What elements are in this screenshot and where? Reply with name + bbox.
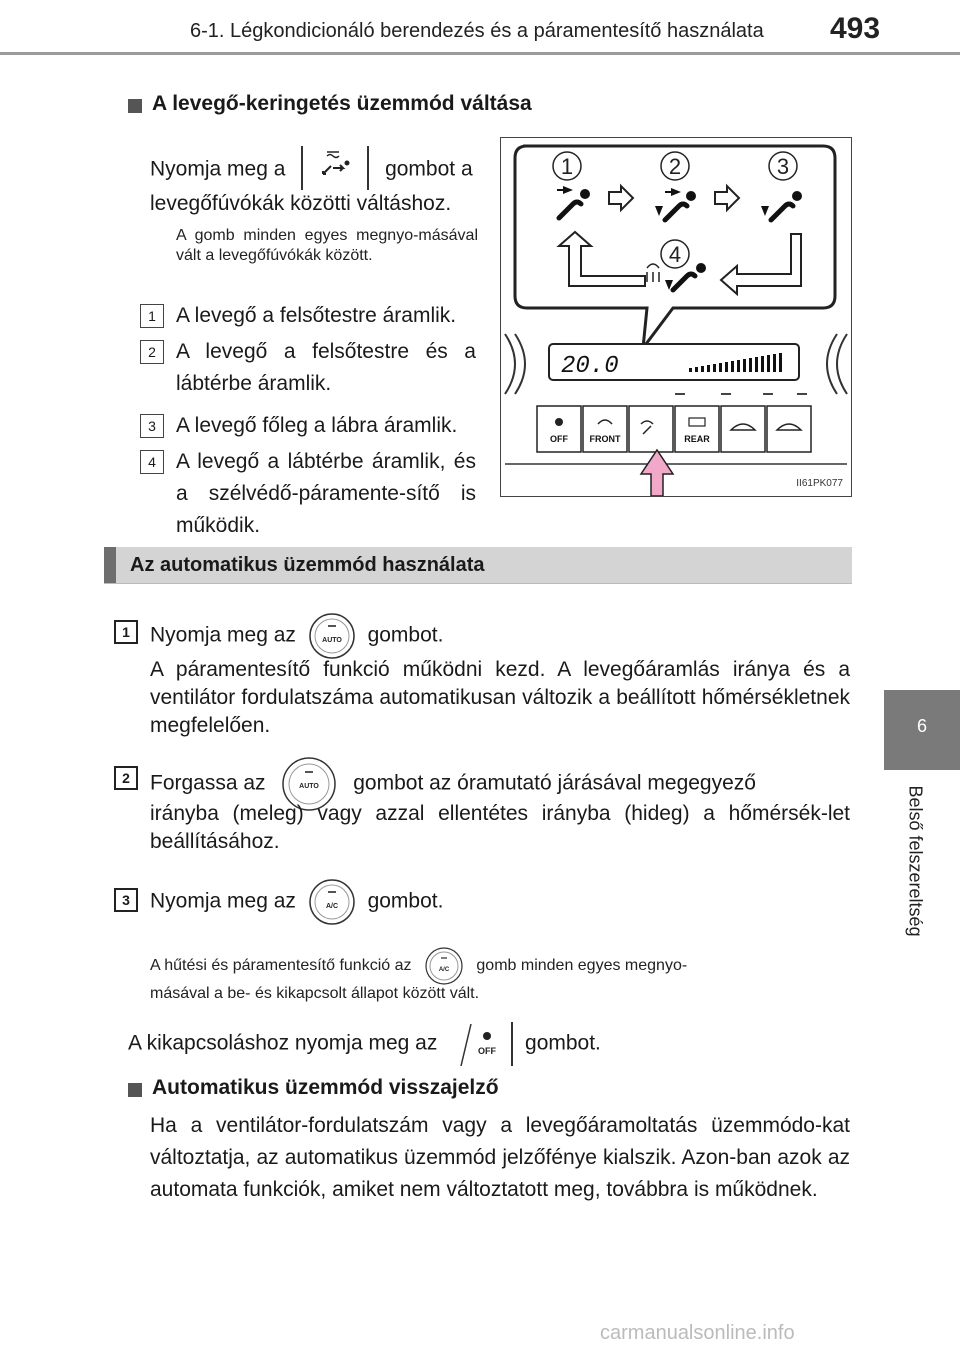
front-defrost-panel-button[interactable] [583,406,627,452]
step3-a: Nyomja meg az [150,889,296,913]
ac-small-icon [424,946,464,986]
front-button-label: FRONT [589,434,621,444]
mode-circle-1: 1 [560,154,574,179]
step1-description: A páramentesítő funkció működni kezd. A levegőáramlás iránya és a ventilátor fordulatszáma automatikusan változik a beállított hőmérsékletnek megfelelően. [150,658,850,737]
chapter-number: 6 [916,716,927,736]
mode-number: 4 [140,450,164,474]
mode-item [140,410,480,446]
page-number: 493 [830,12,881,45]
step2-a: Forgassa az [150,771,266,795]
mode-number: 1 [140,304,164,328]
mode-number: 3 [140,414,164,438]
mode-item [140,446,480,546]
mode-item [140,336,480,410]
section2-rule [104,583,852,584]
step3-line [150,878,850,926]
step3-note-b: gomb minden egyes megnyo- [476,957,688,975]
step3-b: gombot. [367,889,444,913]
step3-note-line2: másával a be- és kikapcsolt állapot között vált. [150,985,480,1002]
mode-item [140,300,480,336]
auto-icon-label: AUTO [321,637,342,644]
rear-defrost-panel-button[interactable] [675,406,719,452]
indicator-text: Ha a ventilátor-fordulatszám vagy a levegőáramoltatás üzemmódo-kat változtatja, az automatikus üzemmód jelzőfénye kialszik. Azon-ban azok az automata funkciók, amiket nem változtatott meg, továbbra is működnek. [150,1114,850,1201]
auto-dial-label: AUTO [299,783,320,790]
chapter-tab [884,690,960,770]
step3-note-line1 [150,946,850,986]
air-outlet-panel-button[interactable] [629,406,673,452]
recirculation-button-icon [301,146,369,190]
auto-button-icon [308,612,356,660]
header-rule [0,52,960,55]
temperature-readout: 20.0 [561,353,619,380]
section2-title: Az automatikus üzemmód használata [130,554,485,576]
recirculate-panel-button[interactable] [767,406,811,452]
mode-circle-2: 2 [668,154,682,179]
line1-b: gombot a [385,157,473,181]
section1-note: A gomb minden egyes megnyo-másával vált a levegőfúvókák között. [176,227,478,264]
section2-title-bar [104,547,852,583]
section1-line1 [150,148,480,192]
climate-panel-illustration [501,138,851,496]
figure-code: II61PK077 [796,478,843,489]
step-badge-1: 1 [114,620,138,644]
step1-a: Nyomja meg az [150,623,296,647]
heading-bullet [128,99,142,113]
press-indicator-arrow-icon [641,450,673,496]
ac-button-icon [308,878,356,926]
chapter-label [870,780,950,980]
header-title: 6-1. Légkondicionáló berendezés és a páramentesítő használata [190,20,764,42]
mode-text: A levegő a felsőtestre és a lábtérbe áramlik. [176,340,476,395]
mode-circle-3: 3 [776,154,790,179]
off-button-icon [449,1022,513,1066]
off-panel-button[interactable] [537,406,581,452]
indicator-bullet [128,1083,142,1097]
ac-small-label: A/C [438,967,450,973]
off-button-label: OFF [550,434,568,444]
mode-text: A levegő a felsőtestre áramlik. [176,304,457,327]
mode-text: A levegő a lábtérbe áramlik, és a szélvédő-páramente-sítő is működik. [176,450,476,537]
section1-heading-text: A levegő-keringetés üzemmód váltása [152,92,532,115]
step3-note-a: A hűtési és páramentesítő funkció az [150,957,412,975]
step1-b: gombot. [367,623,444,647]
climate-panel-figure [500,137,852,497]
fresh-air-panel-button[interactable] [721,406,765,452]
step-badge-2: 2 [114,766,138,790]
mode-circle-4: 4 [668,242,682,267]
mode-list [140,300,480,546]
chapter-label-text: Belső felszereltség [905,785,926,937]
off-a: A kikapcsoláshoz nyomja meg az [128,1031,438,1055]
mode-text: A levegő főleg a lábra áramlik. [176,414,458,437]
step2-b: gombot az óramutató járásával megegyező [353,771,756,795]
ac-icon-label: A/C [325,903,338,910]
off-b: gombot. [525,1031,601,1055]
step2-description: irányba (meleg) vagy azzal ellentétes irányba (hideg) a hőmérsék-let beállításához. [150,802,850,853]
step-badge-3: 3 [114,888,138,912]
rear-button-label: REAR [684,434,710,444]
off-instruction [128,1022,848,1066]
section1-line2: levegőfúvókák közötti váltáshoz. [150,192,452,215]
section1-heading [128,92,532,116]
indicator-heading [128,1076,499,1100]
mode-number: 2 [140,340,164,364]
watermark: carmanualsonline.info [600,1322,795,1344]
off-icon-label: OFF [478,1046,497,1056]
indicator-heading-text: Automatikus üzemmód visszajelző [152,1076,499,1099]
step1-line [150,612,850,660]
line1-a: Nyomja meg a [150,157,286,181]
